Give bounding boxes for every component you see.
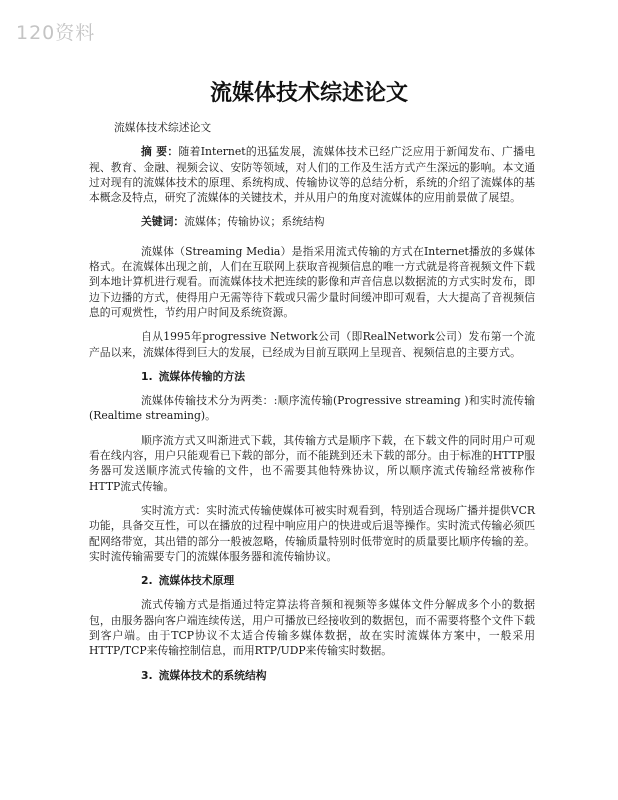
section-number: 3.: [141, 668, 153, 682]
keywords-text: 流媒体；传输协议；系统结构: [184, 215, 325, 229]
keywords-label: 关键词：: [141, 215, 185, 229]
keywords-paragraph: [89, 214, 535, 229]
section-heading: [89, 573, 535, 588]
section-number: 2.: [141, 574, 153, 588]
document-subtitle: 流媒体技术综述论文: [114, 121, 212, 134]
section-paragraph: 实时流方式：实时流式传输使媒体可被实时观看到，特别适合现场广播并提供VCR 功能，具备交互性，可以在播放的过程中响应用户的快进或后退等操作。实时流式传输必须匹配网络带宽，其出错的部分一般被忽略，传输质量特别时低带宽时的质量要比顺序传输的差。实时流传输需要专门的流媒体服务器和流传输协议。: [89, 503, 535, 563]
intro-paragraph: 自从1995年progressive Network公司（即RealNetwork公司）发布第一个流产品以来，流媒体得到巨大的发展，已经成为目前互联网上呈现音、视频信息的主要方式。: [89, 330, 535, 359]
section-title: 流媒体传输的方法: [158, 369, 245, 383]
abstract-label: 摘 要：: [141, 145, 179, 159]
section-heading: [89, 369, 535, 384]
abstract-paragraph: [89, 144, 535, 205]
section-paragraph: 顺序流方式又叫渐进式下载，其传输方式是顺序下载，在下载文件的同时用户可观看在线内容，用户只能观看已下载的部分，而不能跳到还未下载的部分。由于标准的HTTP服务器可发送顺序流式传输的文件，也不需要其他特殊协议，所以顺序流式传输经常被称作HTTP流式传输。: [89, 433, 535, 493]
page-title: 流媒体技术综述论文: [209, 80, 408, 106]
intro-paragraph: 流媒体（Streaming Media）是指采用流式传输的方式在Internet播放的多媒体格式。在流媒体出现之前，人们在互联网上获取音视频信息的唯一方式就是将音视频文件下载到本地计算机进行观看。而流媒体技术把连续的影像和声音信息以数据流的方式实时发布，即边下边播的方式，使得用户无需等待下载或只需少量时间缓冲即可观看，大大提高了音视频信息的可观赏性，节约用户时间及系统资源。: [89, 244, 535, 319]
document-body: [89, 120, 535, 692]
abstract-text: 随着Internet的迅猛发展，流媒体技术已经广泛应用于新闻发布、广播电视、教育、金融、视频会议、安防等领域，对人们的工作及生活方式产生深远的影响。本文通过对现有的流媒体技术的原理、系统构成、传输协议等的总结分析，系统的介绍了流媒体的基本概念及特点，研究了流媒体的关键技术，并从用户的角度对流媒体的应用前景做了展望。: [89, 145, 535, 205]
section-heading: [89, 668, 535, 683]
section-paragraph: 流媒体传输技术分为两类：:顺序流传输(Progressive streaming )和实时流传输(Realtime streaming)。: [89, 394, 535, 423]
section-title: 流媒体技术的系统结构: [158, 668, 267, 682]
section-title: 流媒体技术原理: [158, 574, 235, 588]
watermark: 120资料: [16, 22, 96, 44]
section-number: 1.: [141, 369, 153, 383]
section-paragraph: 流式传输方式是指通过特定算法将音频和视频等多媒体文件分解成多个小的数据包，由服务器向客户端连续传送，用户可播放已经接收到的数据包，而不需要将整个文件下载到客户端。由于TCP协议不太适合传输多媒体数据，故在实时流媒体方案中，一般采用HTTP/TCP来传输控制信息，而用RTP/UDP来传输实时数据。: [89, 598, 535, 658]
